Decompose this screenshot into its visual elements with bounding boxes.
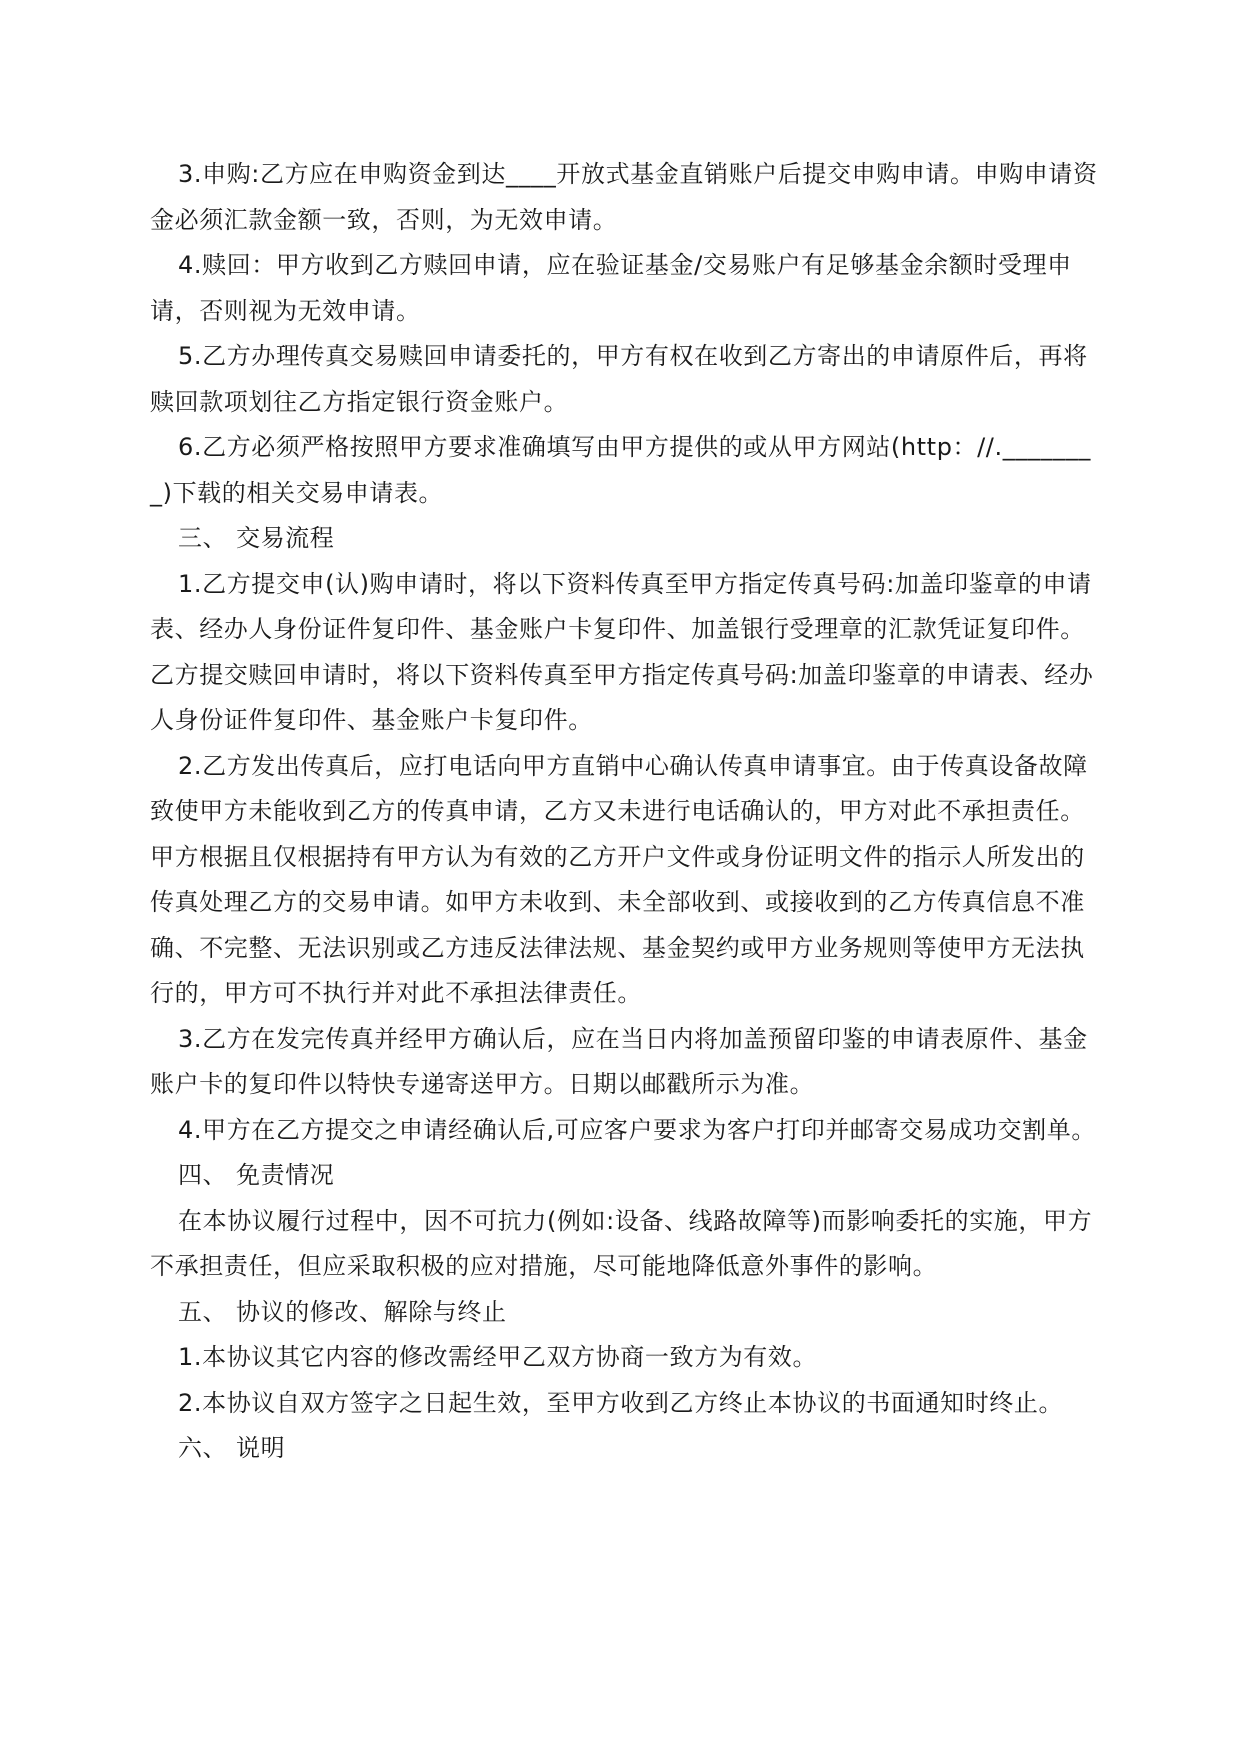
paragraph-flow-3: 3.乙方在发完传真并经甲方确认后，应在当日内将加盖预留印鉴的申请表原件、基金账户卡的复印件以特快专递寄送甲方。日期以邮戳所示为准。 (150, 1024, 1088, 1098)
section-number: 三、 (178, 524, 228, 552)
paragraph-redeem: 4.赎回：甲方收到乙方赎回申请，应在验证基金/交易账户有足够基金余额时受理申请，否则视为无效申请。 (150, 251, 1072, 325)
paragraph-flow-1: 1.乙方提交申(认)购申请时，将以下资料传真至甲方指定传真号码:加盖印鉴章的申请表、经办人身份证件复印件、基金账户卡复印件、加盖银行受理章的汇款凭证复印件。乙方提交赎回申请时，将以下资料传真至甲方指定传真号码:加盖印鉴章的申请表、经办人身份证件复印件、基金账户卡复印件。 (150, 569, 1094, 734)
section-title: 说明 (236, 1434, 286, 1462)
paragraph-mod-2: 2.本协议自双方签字之日起生效，至甲方收到乙方终止本协议的书面通知时终止。 (178, 1388, 1064, 1417)
section-heading-notes (150, 1426, 1098, 1472)
paragraph-fax-redeem: 5.乙方办理传真交易赎回申请委托的，甲方有权在收到乙方寄出的申请原件后，再将赎回款项划往乙方指定银行资金账户。 (150, 342, 1088, 416)
section-title: 协议的修改、解除与终止 (236, 1297, 507, 1326)
section-title: 免责情况 (236, 1161, 335, 1189)
document-page (150, 152, 1098, 1472)
paragraph-force-majeure: 在本协议履行过程中，因不可抗力(例如:设备、线路故障等)而影响委托的实施，甲方不承担责任，但应采取积极的应对措施，尽可能地降低意外事件的影响。 (150, 1206, 1093, 1280)
section-number: 五、 (178, 1297, 228, 1326)
section-number: 六、 (178, 1434, 228, 1462)
section-heading-exemption (150, 1153, 1098, 1199)
paragraph-flow-4: 4.甲方在乙方提交之申请经确认后,可应客户要求为客户打印并邮寄交易成功交割单。 (178, 1115, 1096, 1144)
paragraph-apply: 3.申购:乙方应在申购资金到达____开放式基金直销账户后提交申购申请。申购申请资金必须汇款金额一致，否则，为无效申请。 (150, 160, 1098, 234)
section-heading-transaction-flow (150, 516, 1098, 562)
paragraph-flow-2: 2.乙方发出传真后，应打电话向甲方直销中心确认传真申请事宜。由于传真设备故障致使甲方未能收到乙方的传真申请，乙方又未进行电话确认的，甲方对此不承担责任。甲方根据且仅根据持有甲方认为有效的乙方开户文件或身份证明文件的指示人所发出的传真处理乙方的交易申请。如甲方未收到、未全部收到、或接收到的乙方传真信息不准确、不完整、无法识别或乙方违反法律法规、基金契约或甲方业务规则等使甲方无法执行的，甲方可不执行并对此不承担法律责任。 (150, 751, 1088, 1007)
paragraph-mod-1: 1.本协议其它内容的修改需经甲乙双方协商一致方为有效。 (178, 1343, 818, 1371)
section-heading-modification (150, 1290, 1098, 1336)
section-title: 交易流程 (236, 524, 335, 552)
section-number: 四、 (178, 1161, 228, 1189)
paragraph-form-download: 6.乙方必须严格按照甲方要求准确填写由甲方提供的或从甲方网站(http：//.________)下载的相关交易申请表。 (150, 433, 1091, 507)
